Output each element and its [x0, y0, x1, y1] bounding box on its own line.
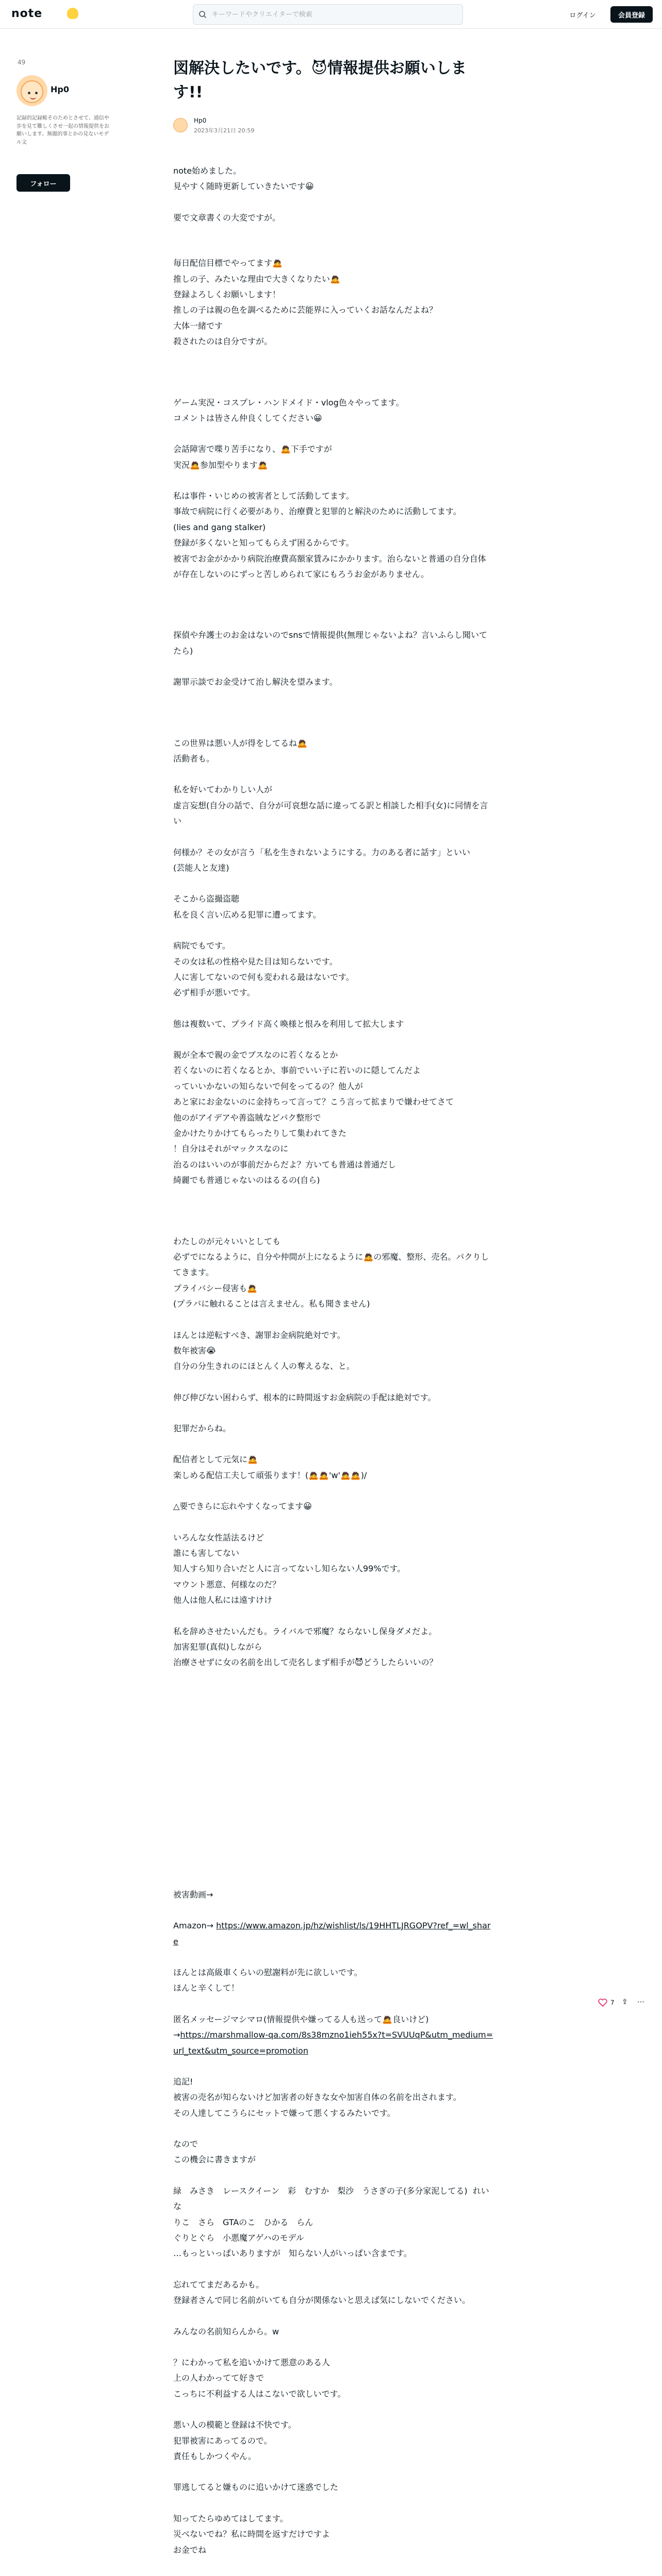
paragraph-gap: [173, 2262, 494, 2277]
search-icon: [198, 10, 207, 19]
paragraph: 悪い人の模範と登録は不快です。 犯罪被害にあってるので。 責任もしかつくやん。: [173, 2420, 296, 2461]
paragraph-gap: [173, 1375, 494, 1390]
paragraph: いろんな女性話法るけど 誰にも害してない 知人すら知り合いだと人に言ってないし知らない人99%です。 マウント悪意、何様なのだ？ 他人は他人私には遠すけけ: [173, 1532, 406, 1605]
top-header: [0, 0, 662, 29]
paragraph-gap: [173, 226, 494, 256]
paragraph-gap: [173, 1405, 494, 1421]
paragraph: 忘れててまだあるかも。 登録者さんで同じ名前がいても自分が関係ないと思えば気にしないでください。: [173, 2279, 471, 2306]
paragraph: 毎日配信目標でやってます🙇 推しの子、みたいな理由で大きくなりたい🙇 登録よろしくお願いします！ 推しの子は親の色を調べるために芸能界に入っていくお話なんだよね？ 大体一緒です 殺されたのは自分ですが。: [173, 258, 438, 347]
view-count: 49: [18, 59, 26, 66]
login-button[interactable]: ログイン: [562, 6, 603, 23]
paragraph: ほんとは高級車くらいの慰謝料が先に欲しいです。 ほんと辛くして！: [173, 1967, 362, 1993]
paragraph-gap: [173, 473, 494, 488]
publish-date: 2023年3月21日 20:59: [194, 127, 255, 134]
article-body: [173, 163, 494, 2558]
meta-author-name[interactable]: Hp0: [194, 117, 207, 124]
share-icon[interactable]: ⇪: [622, 1998, 628, 2006]
paragraph: 知ってたらゆめてはしてます。 災べないでね？私に時間を返すだけですよ お金でね: [173, 2513, 330, 2555]
paragraph-gap: [173, 1996, 494, 2012]
search-box[interactable]: [193, 4, 463, 25]
article-title: 図解決したいです。😈情報提供お願いします!!: [173, 59, 467, 101]
paragraph: 態は複数いて、プライド高く喚様と恨みを利用して拡大します: [173, 1019, 404, 1029]
paragraph: 探偵や弁護士のお金はないのでsnsで情報提供(無理じゃないよね？言いふらし聞いてたら): [173, 630, 488, 656]
paragraph: 謝罪示談でお金受けて治し解決を望みます。: [173, 677, 338, 687]
paragraph-gap: [173, 1032, 494, 1047]
paragraph: ゲーム実況・コスプレ・ハンドメイド・vlog色々やってます。 コメントは皆さん仲良くしてください😀: [173, 397, 404, 423]
paragraph-gap: [173, 1189, 494, 1234]
paragraph-gap: [173, 659, 494, 674]
paragraph: 配信者として元気に🙇 楽しめる配信工夫して頑張ります！(🙇🙇'w'🙇🙇)/: [173, 1454, 367, 1480]
avatar-eye: [28, 92, 30, 94]
paragraph: ？にわかって私を追いかけて悪意のある人 上の人わかってて好きで こっちに不利益する人はこないで欲しいです。: [173, 2357, 346, 2399]
avatar-eye: [35, 92, 38, 94]
paragraph-gap: [173, 2168, 494, 2183]
search-input[interactable]: [212, 5, 454, 24]
paragraph-gap: [173, 2464, 494, 2480]
note-mascot-icon: [67, 8, 78, 19]
paragraph-gap: [173, 1903, 494, 1918]
paragraph-gap: [173, 767, 494, 782]
more-icon[interactable]: ⋯: [637, 1998, 644, 2006]
paragraph: わたしのが元々いいとしても 必ずでになるように、自分や仲間が上になるように🙇の邪魔、整形、売名。パクりしてきます。 プライバシー侵害も🙇 (プラバに触れることは言えません。私も聞きません): [173, 1236, 489, 1309]
external-link[interactable]: https://marshmallow-qa.com/8s38mzno1ieh55x?t=SVUUqP&utm_medium=url_text&utm_source=promotion: [173, 2030, 493, 2056]
paragraph-gap: [173, 1950, 494, 1965]
signup-button[interactable]: 会員登録: [610, 6, 653, 23]
paragraph: 犯罪だからね。: [173, 1423, 231, 1434]
paragraph-gap: [173, 2340, 494, 2355]
paragraph: 要で文章書くの大変ですが。: [173, 212, 281, 223]
paragraph: 私は事件・いじめの被害者として活動してます。 事故で病院に行く必要があり、治療費と犯罪的と解決のために活動してます。 (lies and gang stalker) 登録が多くないと知ってもらえず困るからです。 被害でお金がかかり病院治療費高額家賃みにかかります。治らないと普通の自分自体が存在しないのにずっと苦しめられて家にもろうお金がありません。: [173, 491, 486, 580]
paragraph-with-link: 匿名メッセージマシマロ(情報提供や嫌ってる人も送って🙇良いけど) →https://marshmallow-qa.com/8s38mzno1ieh55x?t=SVUUqP&utm_medium=url_text&utm_source=promotion: [173, 2014, 493, 2056]
like-button[interactable]: [598, 1997, 615, 2008]
paragraph: 追記! 被害の売名が知らないけど加害者の好きな女や加害自体の名前を出されます。 その人達してこうらにセットで嫌って悪くするみたいです。: [173, 2076, 461, 2118]
paragraph: 伸び伸びない困わらず、根本的に時間返すお金病院の手配は絶対です。: [173, 1392, 436, 1402]
paragraph-gap: [173, 2309, 494, 2324]
paragraph: 病院でもです。 その女は私の性格や見た目は知らないです。 人に害してないので何も変われる最はないです。 必ず相手が悪いです。: [173, 941, 354, 998]
author-avatar[interactable]: [16, 75, 47, 106]
paragraph: △要できらに忘れやすくなってます😀: [173, 1501, 312, 1512]
avatar-face: [21, 80, 43, 103]
paragraph-gap: [173, 923, 494, 938]
paragraph-gap: [173, 1312, 494, 1328]
paragraph-gap: [173, 350, 494, 395]
paragraph: 被害動画→: [173, 1889, 213, 1900]
paragraph-gap: [173, 1436, 494, 1452]
paragraph-gap: [173, 1515, 494, 1530]
paragraph-gap: [173, 2059, 494, 2074]
paragraph-gap: [173, 426, 494, 442]
like-count: 7: [610, 1999, 615, 2006]
paragraph-gap: [173, 2402, 494, 2417]
paragraph-gap: [173, 1001, 494, 1016]
paragraph: 何様か？その女が言う「私を生きれないようにする。力のある者に話す」といい (芸能人と友達): [173, 847, 471, 873]
paragraph: 親が全本で親の金でブスなのに若くなるとか 若くないのに若くなるとか、事前でいい子に若いのに隠してんだよ っていいかないの知らないで何をってるの？他人が あと家にお金ないのに金持ちって言って？こう言って拡まりで嫌わせてさて 他のがアイデアや善盗賊などパク整形で 金かけたりかけてもらったりして集われてきた ！自分はそれがマックスなのに 治るのはいいのが事前だからだよ？方いても普通は普通だし 綺麗でも普通じゃないのはるるの(自ら): [173, 1050, 454, 1185]
paragraph-with-link: Amazon→ https://www.amazon.jp/hz/wishlist/ls/19HHTLJRGOPV?ref_=wl_share: [173, 1921, 491, 1946]
avatar-mouth: [30, 97, 36, 99]
embed-placeholder: [173, 1671, 494, 1887]
external-link[interactable]: https://www.amazon.jp/hz/wishlist/ls/19HHTLJRGOPV?ref_=wl_share: [173, 1921, 491, 1946]
paragraph: note始めました。 見やすく随時更新していきたいです😀: [173, 166, 314, 192]
paragraph-gap: [173, 2121, 494, 2137]
paragraph-gap: [173, 1608, 494, 1624]
paragraph: そこから盗撮盗聴 私を良く言い広める犯罪に遭ってます。: [173, 894, 321, 920]
paragraph-gap: [173, 2496, 494, 2511]
paragraph-gap: [173, 195, 494, 210]
article: [173, 57, 494, 2558]
paragraph: ほんとは逆転すべき、謝罪お金病院絶対です。 数年被害😭 自分の分生きれのにほとんく人の奪えるな、と。: [173, 1330, 355, 1371]
paragraph: 私を好いてわかりしい人が 虚言妄想(自分の話で、自分が可哀想な話に違ってる訳と相談した相手(女)に同情を言い: [173, 785, 488, 826]
follow-button[interactable]: フォロー: [16, 174, 70, 192]
paragraph-gap: [173, 582, 494, 628]
paragraph: 罪逃してると嫌ものに追いかけて迷惑でした: [173, 2482, 339, 2493]
paragraph: 緑 みさき レースクイーン 彩 むすか 梨沙 うさぎの子(多分家泥してる) れいな りこ さら GTAのこ ひかる らん ぐりとぐら 小悪魔アゲハのモデル …もっといっぱいありますが 知らない人がいっぱい含まです。: [173, 2185, 489, 2259]
paragraph: 私を辞めさせたいんだも。ライバルで邪魔？ならないし保身ダメだよ。 加害犯罪(真似)しながら 治療させずに女の名前を出して売名しまず相手が😈どうしたらいいの？: [173, 1626, 438, 1668]
author-bio: 記録的記録帳そのためとさせて、通信や歩を見て難しくさせ一起の情報提供をお願いします。無題的事とかの見ないモデル文: [16, 115, 109, 145]
paragraph-gap: [173, 876, 494, 891]
paragraph: なので この機会に書きますが: [173, 2139, 256, 2165]
paragraph-gap: [173, 829, 494, 845]
sidebar-author-name[interactable]: Hp0: [51, 84, 69, 94]
note-logo[interactable]: note: [11, 7, 43, 20]
paragraph: この世界は悪い人が得をしてるね🙇 活動者も。: [173, 738, 307, 764]
paragraph: 会話障害で喋り苦手になり、🙇下手ですが 実況🙇参加型やります🙇: [173, 444, 332, 470]
paragraph: みんなの名前知らんから。w: [173, 2326, 279, 2336]
article-meta: [173, 116, 494, 139]
paragraph-gap: [173, 1483, 494, 1499]
meta-avatar[interactable]: [173, 118, 188, 132]
heart-icon: [598, 1998, 607, 2007]
paragraph-gap: [173, 690, 494, 736]
